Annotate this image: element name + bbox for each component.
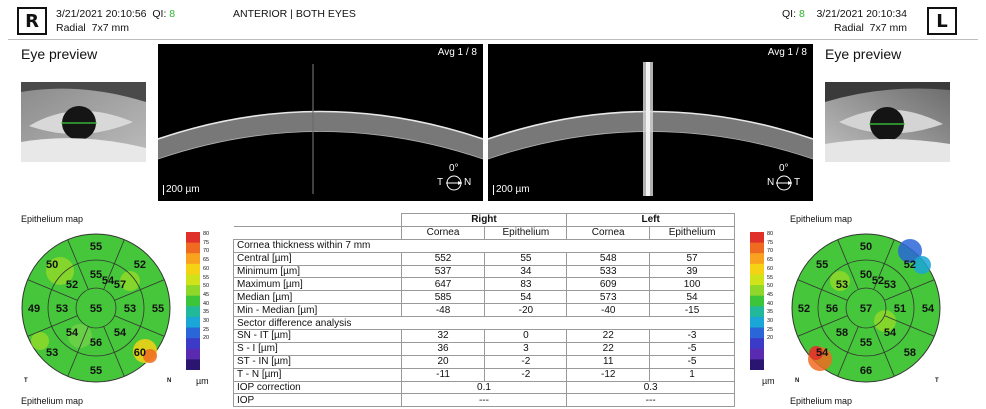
map-outer-value: 50 xyxy=(859,241,873,253)
cell-right-cornea: 20 xyxy=(401,355,485,368)
cell-left-epithelium: 39 xyxy=(650,265,735,278)
map-outer-value: 49 xyxy=(27,303,41,315)
map-inner-value: 56 xyxy=(89,337,103,349)
right-qi-label: QI: xyxy=(152,8,167,20)
cell-left-epithelium: -15 xyxy=(650,304,735,317)
right-oct-orientation xyxy=(437,163,477,193)
color-scale-label: 45 xyxy=(203,291,210,298)
map-outer-value: 54 xyxy=(921,303,935,315)
map-inner-value: 53 xyxy=(883,278,897,291)
map-outer-value: 54 xyxy=(816,346,829,359)
section-header: Cornea thickness within 7 mm xyxy=(234,239,735,252)
col-right-epithelium: Epithelium xyxy=(485,226,567,239)
color-scale-label: 60 xyxy=(767,265,774,272)
color-scale-label: 35 xyxy=(203,309,210,316)
left-oct-scale: 200 µm xyxy=(493,185,530,195)
color-scale-swatch xyxy=(750,274,764,285)
left-eye-label: L xyxy=(936,10,948,32)
cell-left-cornea: -40 xyxy=(567,304,650,317)
color-scale-label: 50 xyxy=(767,283,774,290)
cell-right-epithelium: 54 xyxy=(485,291,567,304)
map-inner-value: 54 xyxy=(113,327,127,340)
map-inner-value: 58 xyxy=(835,327,849,340)
color-scale-swatch xyxy=(750,253,764,264)
color-scale-label: 75 xyxy=(203,239,210,246)
map-inner-value: 52 xyxy=(871,275,885,287)
map-center-value: 55 xyxy=(89,303,103,315)
map-outer-value: 52 xyxy=(133,259,146,272)
color-scale-label: 70 xyxy=(767,248,774,255)
map-inner-value: 53 xyxy=(123,303,137,315)
map-inner-value: 50 xyxy=(859,269,873,281)
color-scale-label: 75 xyxy=(767,239,774,246)
row-label: Central [µm] xyxy=(234,252,402,265)
row-label: IOP correction xyxy=(234,381,402,394)
cell-left-epithelium: -5 xyxy=(650,355,735,368)
map-inner-value: 53 xyxy=(835,278,849,291)
group-right: Right xyxy=(401,214,567,227)
right-oct-from: T xyxy=(437,177,444,188)
color-scale-label: 80 xyxy=(767,231,774,237)
cell-left-epithelium: 54 xyxy=(650,291,735,304)
cell-left-epithelium: 100 xyxy=(650,278,735,291)
color-scale-swatch xyxy=(186,338,200,349)
right-scan-type: Radial 7x7 mm xyxy=(56,22,129,34)
row-label: S - I [µm] xyxy=(234,342,402,355)
thickness-table xyxy=(233,213,735,407)
table-row xyxy=(234,252,735,265)
right-map-right-tag: N xyxy=(167,378,172,384)
cell-right-cornea: 585 xyxy=(401,291,485,304)
left-eye-badge xyxy=(927,7,957,35)
cell-right: --- xyxy=(401,394,567,407)
map-outer-value: 66 xyxy=(859,365,873,377)
color-scale-label: 50 xyxy=(203,283,210,290)
map-inner-value: 52 xyxy=(65,278,79,291)
right-epithelium-map xyxy=(20,231,172,386)
cell-right-epithelium: 55 xyxy=(485,252,567,265)
right-qi-value: 8 xyxy=(169,8,176,20)
right-eye-label: R xyxy=(25,10,39,32)
map-outer-value: 58 xyxy=(903,346,916,359)
color-scale-label: 25 xyxy=(767,326,774,333)
col-right-cornea: Cornea xyxy=(401,226,485,239)
right-eye-badge xyxy=(17,7,47,35)
table-row-iop-correction xyxy=(234,381,735,394)
right-eye-preview-image xyxy=(21,82,146,162)
right-color-scale xyxy=(186,232,200,370)
table-group-header xyxy=(234,214,735,227)
color-scale-swatch xyxy=(186,285,200,296)
color-scale-label: 20 xyxy=(203,335,210,342)
left-oct-orientation xyxy=(767,163,807,193)
map-inner-value: 57 xyxy=(113,278,127,291)
color-scale-swatch xyxy=(186,296,200,307)
cell-left-epithelium: -5 xyxy=(650,342,735,355)
table-row xyxy=(234,330,735,343)
row-label: Median [µm] xyxy=(234,291,402,304)
left-map-title-top: Epithelium map xyxy=(790,214,853,224)
cell-left-cornea: 548 xyxy=(567,252,650,265)
group-left: Left xyxy=(567,214,735,227)
map-inner-value: 54 xyxy=(883,327,897,340)
map-outer-value: 55 xyxy=(89,365,103,377)
cell-right-epithelium: 0 xyxy=(485,330,567,343)
color-scale-label: 20 xyxy=(767,335,774,342)
row-label: IOP xyxy=(234,394,402,407)
right-oct-bscan xyxy=(158,44,483,201)
left-oct-to: T xyxy=(794,177,801,188)
left-eye-preview-image xyxy=(825,82,950,162)
map-outer-value: 55 xyxy=(151,303,165,315)
left-scan-info xyxy=(782,7,907,35)
cell-right-epithelium: 34 xyxy=(485,265,567,278)
color-scale-label: 60 xyxy=(203,265,210,272)
table-row-iop xyxy=(234,394,735,407)
color-scale-swatch xyxy=(750,296,764,307)
color-scale-label: 55 xyxy=(767,274,774,281)
right-map-unit: µm xyxy=(196,376,209,386)
row-label: Maximum [µm] xyxy=(234,278,402,291)
table-row xyxy=(234,355,735,368)
cell-left-cornea: 573 xyxy=(567,291,650,304)
right-oct-scale: 200 µm xyxy=(163,185,200,195)
table-row xyxy=(234,265,735,278)
cell-left-cornea: 11 xyxy=(567,355,650,368)
cell-right-cornea: 552 xyxy=(401,252,485,265)
right-datetime: 3/21/2021 20:10:56 xyxy=(56,8,147,20)
color-scale-label: 40 xyxy=(767,300,774,307)
table-row xyxy=(234,278,735,291)
map-inner-value: 56 xyxy=(825,303,839,315)
row-label: ST - IN [µm] xyxy=(234,355,402,368)
row-label: Min - Median [µm] xyxy=(234,304,402,317)
map-outer-value: 50 xyxy=(46,259,59,272)
right-color-scale-labels xyxy=(203,230,209,343)
left-oct-avg: Avg 1 / 8 xyxy=(767,47,807,58)
left-qi-label: QI: xyxy=(782,8,797,20)
color-scale-swatch xyxy=(750,317,764,328)
left-map-unit: µm xyxy=(762,376,775,386)
right-map-left-tag: T xyxy=(24,378,28,384)
map-outer-value: 55 xyxy=(816,259,829,272)
color-scale-swatch xyxy=(186,243,200,254)
cell-left: --- xyxy=(567,394,735,407)
color-scale-swatch xyxy=(186,264,200,275)
cell-right: 0.1 xyxy=(401,381,567,394)
right-map-title-bottom: Epithelium map xyxy=(21,396,84,406)
cell-right-epithelium: -20 xyxy=(485,304,567,317)
row-label: Minimum [µm] xyxy=(234,265,402,278)
cell-left: 0.3 xyxy=(567,381,735,394)
table-column-header xyxy=(234,226,735,239)
color-scale-swatch xyxy=(186,306,200,317)
color-scale-swatch xyxy=(186,317,200,328)
color-scale-label: 80 xyxy=(203,231,210,237)
map-center-value: 57 xyxy=(859,303,873,315)
color-scale-label: 25 xyxy=(203,326,210,333)
col-left-cornea: Cornea xyxy=(567,226,650,239)
cell-right-epithelium: -2 xyxy=(485,368,567,381)
map-inner-value: 53 xyxy=(55,303,69,315)
col-left-epithelium: Epithelium xyxy=(650,226,735,239)
left-preview-title: Eye preview xyxy=(825,46,902,62)
map-outer-value: 55 xyxy=(89,241,103,253)
right-scan-info xyxy=(56,7,175,35)
cell-left-cornea: 609 xyxy=(567,278,650,291)
color-scale-label: 70 xyxy=(203,248,210,255)
cell-right-cornea: 537 xyxy=(401,265,485,278)
color-scale-label: 65 xyxy=(203,257,210,264)
cell-right-cornea: -48 xyxy=(401,304,485,317)
cell-left-cornea: 22 xyxy=(567,330,650,343)
table-row xyxy=(234,304,735,317)
map-inner-value: 51 xyxy=(893,303,907,315)
left-scan-type: Radial 7x7 mm xyxy=(834,22,907,34)
cell-right-cornea: 32 xyxy=(401,330,485,343)
color-scale-swatch xyxy=(750,264,764,275)
color-scale-label: 55 xyxy=(203,274,210,281)
table-row xyxy=(234,342,735,355)
left-qi-value: 8 xyxy=(798,8,805,20)
right-oct-angle: 0° xyxy=(449,163,459,174)
color-scale-swatch xyxy=(186,328,200,339)
color-scale-label: 35 xyxy=(767,309,774,316)
cell-right-epithelium: -2 xyxy=(485,355,567,368)
cell-left-cornea: -12 xyxy=(567,368,650,381)
right-oct-to: N xyxy=(464,177,472,188)
left-color-scale-labels xyxy=(767,230,773,343)
color-scale-swatch xyxy=(186,359,200,370)
orientation-circle-icon xyxy=(443,175,465,191)
section-header: Sector difference analysis xyxy=(234,317,735,330)
table-row xyxy=(234,368,735,381)
table-row xyxy=(234,291,735,304)
cell-right-epithelium: 83 xyxy=(485,278,567,291)
cell-left-epithelium: -3 xyxy=(650,330,735,343)
color-scale-swatch xyxy=(750,285,764,296)
color-scale-swatch xyxy=(750,243,764,254)
left-map-right-tag: T xyxy=(935,378,939,384)
map-outer-value: 52 xyxy=(797,303,811,315)
color-scale-swatch xyxy=(750,232,764,243)
scan-mode: ANTERIOR | BOTH EYES xyxy=(233,8,356,20)
cell-right-cornea: -11 xyxy=(401,368,485,381)
color-scale-swatch xyxy=(750,306,764,317)
color-scale-swatch xyxy=(750,338,764,349)
right-oct-avg: Avg 1 / 8 xyxy=(437,47,477,58)
cell-left-cornea: 533 xyxy=(567,265,650,278)
cell-right-cornea: 36 xyxy=(401,342,485,355)
color-scale-swatch xyxy=(186,253,200,264)
color-scale-label: 40 xyxy=(203,300,210,307)
right-map-title-top: Epithelium map xyxy=(21,214,84,224)
color-scale-swatch xyxy=(750,349,764,360)
color-scale-swatch xyxy=(186,232,200,243)
color-scale-swatch xyxy=(750,328,764,339)
color-scale-label: 45 xyxy=(767,291,774,298)
left-oct-bscan xyxy=(488,44,813,201)
left-oct-angle: 0° xyxy=(779,163,789,174)
color-scale-label: 30 xyxy=(767,318,774,325)
right-preview-title: Eye preview xyxy=(21,46,98,62)
map-inner-value: 54 xyxy=(65,327,79,340)
cell-left-cornea: 22 xyxy=(567,342,650,355)
cell-left-epithelium: 1 xyxy=(650,368,735,381)
header-divider xyxy=(8,39,978,40)
color-scale-swatch xyxy=(186,274,200,285)
cell-right-cornea: 647 xyxy=(401,278,485,291)
orientation-circle-icon xyxy=(773,175,795,191)
left-oct-from: N xyxy=(767,177,775,188)
left-epithelium-map xyxy=(790,231,942,386)
map-outer-value: 53 xyxy=(46,346,59,359)
left-datetime: 3/21/2021 20:10:34 xyxy=(816,8,907,20)
map-inner-value: 54 xyxy=(101,275,115,287)
left-map-left-tag: N xyxy=(795,378,800,384)
row-label: T - N [µm] xyxy=(234,368,402,381)
map-outer-value: 60 xyxy=(133,346,146,359)
color-scale-swatch xyxy=(186,349,200,360)
left-map-title-bottom: Epithelium map xyxy=(790,396,853,406)
map-outer-value: 52 xyxy=(903,259,916,272)
color-scale-swatch xyxy=(750,359,764,370)
row-label: SN - IT [µm] xyxy=(234,330,402,343)
map-inner-value: 55 xyxy=(859,337,873,349)
left-color-scale xyxy=(750,232,764,370)
map-inner-value: 55 xyxy=(89,269,103,281)
color-scale-label: 65 xyxy=(767,257,774,264)
color-scale-label: 30 xyxy=(203,318,210,325)
cell-left-epithelium: 57 xyxy=(650,252,735,265)
cell-right-epithelium: 3 xyxy=(485,342,567,355)
